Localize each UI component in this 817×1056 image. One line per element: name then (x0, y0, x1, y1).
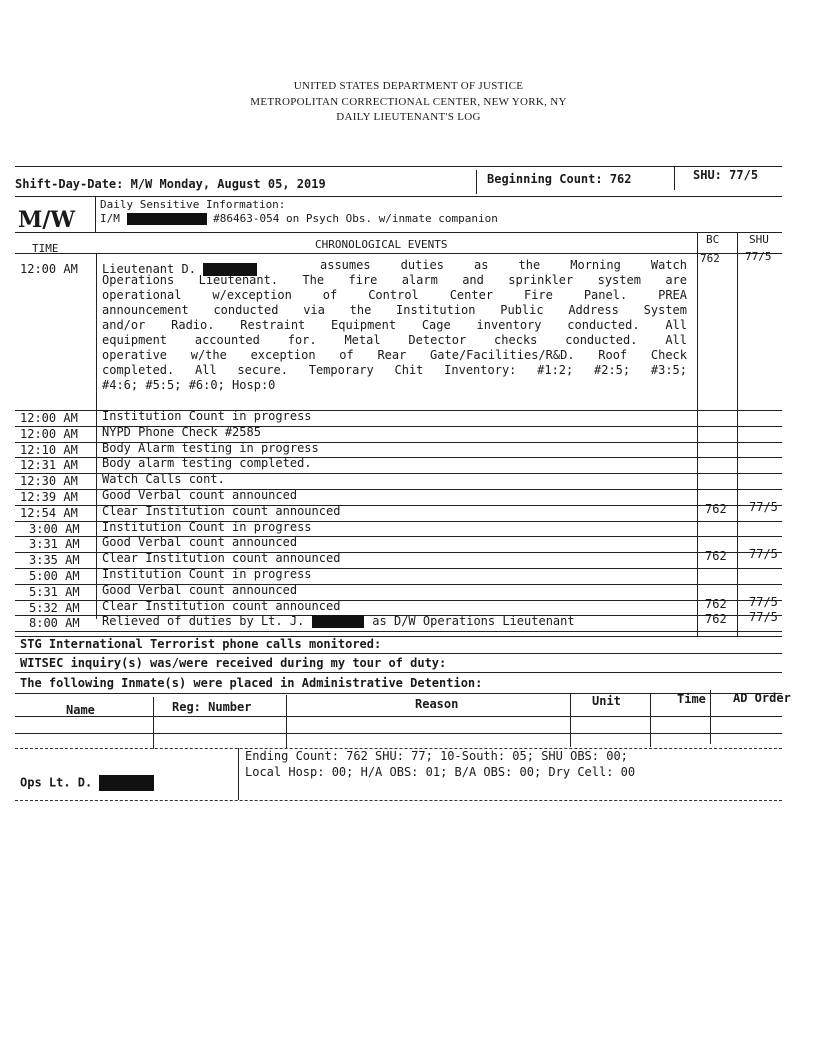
entry-event-text: Body Alarm testing in progress (102, 440, 319, 455)
divider (15, 653, 782, 654)
entry-event-text: Watch Calls cont. (102, 472, 225, 487)
entry-event (102, 504, 340, 518)
entry-bc: 762 (700, 252, 720, 265)
entry-event (102, 472, 225, 486)
header-facility: METROPOLITAN CORRECTIONAL CENTER, NEW YORK, NY (250, 96, 567, 108)
divider (15, 232, 782, 233)
redaction-block (99, 775, 154, 791)
entry-event-text: Institution Count in progress (102, 567, 312, 581)
entry-bc: 762 (705, 501, 727, 516)
header-agency: UNITED STATES DEPARTMENT OF JUSTICE (293, 80, 524, 92)
entry-event (102, 409, 312, 423)
entry-time: 12:00 AM (20, 411, 78, 425)
shift-code: M/W (18, 207, 76, 233)
entry-time: 8:00 AM (29, 616, 80, 631)
entry-event (102, 535, 297, 549)
entry-event (102, 551, 340, 565)
narrative-body (102, 273, 687, 393)
ending-count-line-1: Ending Count: 762 SHU: 77; 10-South: 05; SHU OBS: 00; (245, 749, 628, 763)
row-divider (15, 631, 782, 632)
entry-event-text: Clear Institution count announced (102, 598, 341, 613)
entry-event-text: Body alarm testing completed. (102, 456, 312, 471)
narrative-line-1b: assumes duties as the Morning Watch (320, 258, 687, 272)
det-col-reg: Reg: Number (172, 700, 252, 714)
entry-event-suffix: as D/W Operations Lieutenant (372, 614, 575, 629)
narrative-line: operational w/exception of Control Center Fire Panel. PREA (102, 288, 687, 302)
stg-line: STG International Terrorist phone calls monitored: (20, 637, 382, 651)
divider (153, 697, 154, 749)
divider (476, 170, 477, 194)
entry-shu: 77/5 (749, 594, 778, 609)
entry-time: 5:00 AM (29, 569, 80, 583)
admin-detention-line: The following Inmate(s) were placed in Administrative Detention: (20, 676, 483, 690)
entry-event-text: Institution Count in progress (102, 409, 312, 423)
entry-time: 12:39 AM (20, 490, 78, 504)
divider (15, 253, 782, 254)
entry-time: 12:00 AM (20, 262, 78, 276)
sensitive-text: I/M #86463-054 on Psych Obs. w/inmate companion (100, 212, 498, 225)
shift-label: Shift-Day-Date: M/W Monday, August 05, 2019 (15, 177, 326, 191)
det-col-name: Name (66, 703, 95, 717)
entry-event (102, 456, 312, 470)
divider (650, 693, 651, 747)
entry-event (102, 567, 312, 581)
entry-event-text: Good Verbal count announced (102, 535, 298, 550)
entry-event (102, 520, 312, 534)
header-title: DAILY LIEUTENANT'S LOG (336, 111, 481, 123)
entry-event-text: Clear Institution count announced (102, 503, 341, 518)
entry-time: 12:30 AM (20, 474, 78, 489)
entry-event-text: Relieved of duties by Lt. J. (102, 614, 305, 629)
sensitive-title: Daily Sensitive Information: (100, 198, 286, 211)
entry-time: 3:35 AM (29, 553, 80, 568)
det-col-reason: Reason (415, 697, 459, 711)
entry-event (102, 583, 297, 597)
entry-shu: 77/5 (749, 547, 778, 562)
narrative-line: and/or Radio. Restraint Equipment Cage inventory conducted. All (102, 318, 687, 332)
entry-shu: 77/5 (749, 610, 778, 625)
divider (697, 232, 698, 636)
entry-event (102, 614, 575, 628)
entry-event-text: Institution Count in progress (102, 519, 312, 534)
divider (15, 196, 782, 197)
entry-shu: 77/5 (749, 499, 778, 514)
entry-time: 12:10 AM (20, 442, 78, 457)
entry-event (102, 441, 319, 455)
narrative-line: #4:6; #5:5; #6:0; Hosp:0 (102, 378, 276, 392)
ending-count-line-2: Local Hosp: 00; H/A OBS: 01; B/A OBS: 00; Dry Cell: 00 (245, 765, 636, 779)
narrative-line: announcement conducted via the Institution Public Address System (102, 303, 687, 317)
entry-event (102, 425, 261, 439)
signature-line: Ops Lt. D. (20, 775, 154, 791)
entry-time: 12:54 AM (20, 505, 78, 520)
entry-time: 3:00 AM (29, 521, 80, 536)
witsec-line: WITSEC inquiry(s) was/were received during my tour of duty: (20, 656, 447, 670)
divider (15, 672, 782, 673)
shu-count: SHU: 77/5 (693, 168, 759, 182)
narrative-line: equipment accounted for. Metal Detector checks conducted. All (102, 333, 687, 347)
divider (674, 166, 675, 190)
divider (710, 690, 711, 744)
det-col-ad-order: AD Order (733, 691, 791, 705)
entry-event (102, 599, 340, 613)
entry-time: 12:00 AM (20, 426, 78, 441)
entry-bc: 762 (705, 612, 727, 627)
entry-event-text: Clear Institution count announced (102, 551, 341, 566)
entry-event (102, 488, 297, 502)
entry-bc: 762 (705, 596, 727, 611)
divider (15, 693, 782, 694)
divider (286, 695, 287, 749)
divider (15, 733, 782, 734)
divider (15, 166, 782, 167)
divider (95, 196, 96, 232)
entry-time: 5:32 AM (29, 600, 80, 615)
entry-time: 3:31 AM (29, 537, 80, 552)
narrative-line-1a: Lieutenant D. (102, 262, 257, 276)
shift-value: M/W Monday, August 05, 2019 (130, 177, 326, 191)
entry-bc: 762 (705, 549, 727, 564)
divider (238, 748, 239, 800)
divider (96, 253, 97, 619)
entry-event-text: Good Verbal count announced (102, 582, 298, 597)
narrative-line: operative w/the exception of Rear Gate/Facilities/R&D. Roof Check (102, 348, 687, 362)
narrative-line: completed. All secure. Temporary Chit Inventory: #1:2; #2:5; #3:5; (102, 363, 687, 377)
divider (737, 232, 738, 636)
det-col-time: Time (677, 692, 706, 706)
divider (15, 716, 782, 717)
redaction-block (312, 615, 364, 628)
narrative-line: Operations Lieutenant. The fire alarm and sprinkler system are (102, 273, 687, 287)
col-time: TIME (32, 242, 59, 255)
det-col-unit: Unit (592, 694, 621, 708)
entry-time: 12:31 AM (20, 458, 78, 473)
beginning-count: Beginning Count: 762 (487, 172, 632, 186)
entry-shu: 77/5 (745, 250, 772, 263)
col-events: CHRONOLOGICAL EVENTS (315, 238, 448, 251)
entry-event-text: NYPD Phone Check #2585 (102, 424, 261, 439)
redaction-block (127, 213, 207, 225)
col-bc: BC (706, 233, 720, 246)
col-shu: SHU (749, 233, 769, 246)
divider (15, 800, 782, 801)
entry-time: 5:31 AM (29, 584, 80, 599)
entry-event-text: Good Verbal count announced (102, 488, 298, 502)
divider (570, 693, 571, 747)
